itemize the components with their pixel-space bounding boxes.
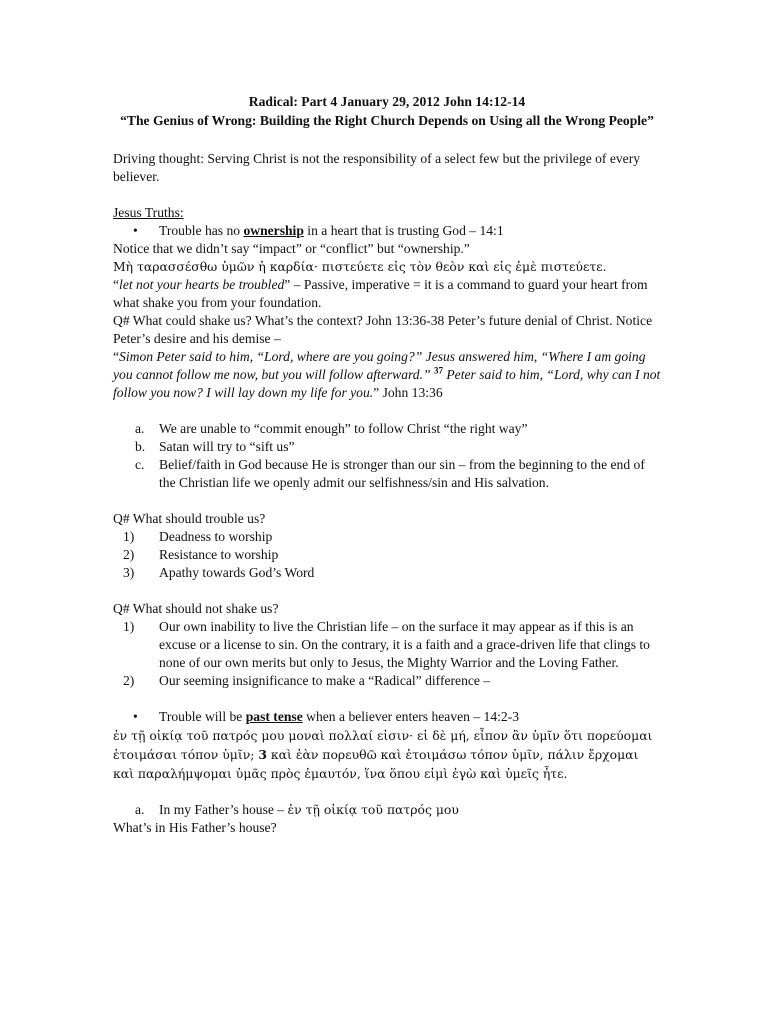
bullet-icon: •	[133, 223, 138, 238]
list-marker: 3)	[123, 565, 135, 580]
list-item-a-fathers-house	[113, 801, 661, 819]
truth-2-pre: Trouble will be	[159, 709, 246, 724]
truth-1-pre: Trouble has no	[159, 223, 244, 238]
john-quote-open: “	[113, 349, 120, 364]
list-trouble	[113, 528, 661, 582]
list-item	[113, 420, 661, 438]
let-not-italic: let not your hearts be troubled	[119, 277, 285, 292]
list-text: We are unable to “commit enough” to follow Christ “the right way”	[159, 421, 528, 436]
list-text: Our own inability to live the Christian life – on the surface it may appear as if this is an excuse or a license to sin. On the contrary, it is a faith and a grace-driven life that clings to none of our own merits but only to Jesus, the Mighty Warrior and the Loving Father.	[159, 619, 650, 670]
list-marker: 1)	[123, 529, 135, 544]
title-line-1: Radical: Part 4 January 29, 2012 John 14:12-14	[248, 94, 526, 109]
list-text: Deadness to worship	[159, 529, 273, 544]
list-text: Resistance to worship	[159, 547, 279, 562]
truth-2-text	[159, 708, 519, 726]
bullet-icon: •	[133, 709, 138, 724]
list-marker: b.	[135, 439, 146, 454]
truth-1-post: in a heart that is trusting God – 14:1	[303, 223, 504, 238]
list-marker: 2)	[123, 547, 135, 562]
let-not-paragraph	[113, 276, 661, 312]
john-quote	[113, 348, 661, 402]
truth-1-text	[159, 222, 504, 240]
list-text: Apathy towards God’s Word	[159, 565, 315, 580]
list-text: Satan will try to “sift us”	[159, 439, 295, 454]
notice-ownership: Notice that we didn’t say “impact” or “conflict” but “ownership.”	[113, 241, 470, 256]
truth-2-keyword: past tense	[245, 709, 303, 724]
list-text: Our seeming insignificance to make a “Radical” difference –	[159, 673, 491, 688]
list-text: Belief/faith in God because He is stronger than our sin – from the beginning to the end of the Christian life we openly admit our selfishness/sin and His salvation.	[159, 457, 645, 490]
final-question: What’s in His Father’s house?	[113, 820, 277, 835]
question-shake: Q# What could shake us? What’s the context? John 13:36-38 Peter’s future denial of Christ. Notice Peter’s desire and his demise –	[113, 313, 653, 346]
list-text	[159, 801, 661, 819]
list-item	[113, 528, 661, 546]
greek-verse-14-1: Μὴ ταρασσέσθω ὑμῶν ἡ καρδία· πιστεύετε εἰς τὸν θεὸν καὶ εἰς ἐμὲ πιστεύετε.	[113, 259, 607, 274]
page-title	[113, 92, 661, 130]
truth-1-keyword: ownership	[243, 223, 304, 238]
document-body	[113, 92, 661, 837]
fathers-house-label: In my Father’s house –	[159, 802, 288, 817]
truth-2-post: when a believer enters heaven – 14:2-3	[302, 709, 520, 724]
list-abc	[113, 420, 661, 492]
greek-part-1: ἐν τῇ οἰκίᾳ τοῦ πατρός μου μοναὶ πολλαί εἰσιν· εἰ δὲ μή, εἶπον ἂν ὑμῖν ὅτι πορεύομαι ἑτοιμάσαι τόπον ὑμῖν;	[113, 728, 653, 762]
truth-2-bullet	[113, 708, 661, 726]
list-item	[113, 546, 661, 564]
list-marker: a.	[135, 802, 145, 817]
list-marker: 2)	[123, 673, 135, 688]
greek-verse-14-2-3	[113, 726, 661, 783]
greek-part-2: καὶ ἐὰν πορευθῶ καὶ ἑτοιμάσω τόπον ὑμῖν, πάλιν ἔρχομαι καὶ παραλήμψομαι ὑμᾶς πρὸς ἐμαυτόν, ἵνα ὅπου εἰμὶ ἐγὼ καὶ ὑμεῖς ἦτε.	[113, 747, 639, 781]
list-marker: c.	[135, 457, 145, 472]
list-marker: a.	[135, 421, 145, 436]
question-not-shake: Q# What should not shake us?	[113, 601, 279, 616]
title-line-2: “The Genius of Wrong: Building the Right Church Depends on Using all the Wrong People”	[120, 113, 654, 128]
list-item	[113, 618, 661, 672]
quote-open: “	[113, 277, 120, 292]
list-item	[113, 672, 661, 690]
fathers-house-greek: ἐν τῇ οἰκίᾳ τοῦ πατρός μου	[287, 802, 459, 817]
list-not-shake	[113, 618, 661, 690]
let-not-rest: ” – Passive, imperative = it is a command to guard your heart from what shake you from your foundation.	[113, 277, 648, 310]
verse-number-37: 37	[433, 365, 443, 376]
list-item	[113, 438, 661, 456]
jesus-truths-heading: Jesus Truths:	[113, 205, 184, 220]
john-quote-close: ” John 13:36	[373, 385, 443, 400]
list-item	[113, 564, 661, 582]
list-marker: 1)	[123, 619, 135, 634]
john-quote-part2: Peter said to him, “Lord, why can I not follow you now? I will lay down my life for you.	[113, 367, 661, 400]
john-quote-part1: Simon Peter said to him, “Lord, where are you going?” Jesus answered him, “Where I am going you cannot follow me now, but you will follow afterward.”	[113, 349, 646, 382]
list-item	[113, 456, 661, 492]
driving-thought: Driving thought: Serving Christ is not the responsibility of a select few but the privilege of every believer.	[113, 151, 641, 184]
verse-number-3: 3	[258, 747, 267, 762]
question-trouble: Q# What should trouble us?	[113, 511, 266, 526]
truth-1-bullet	[113, 222, 661, 240]
